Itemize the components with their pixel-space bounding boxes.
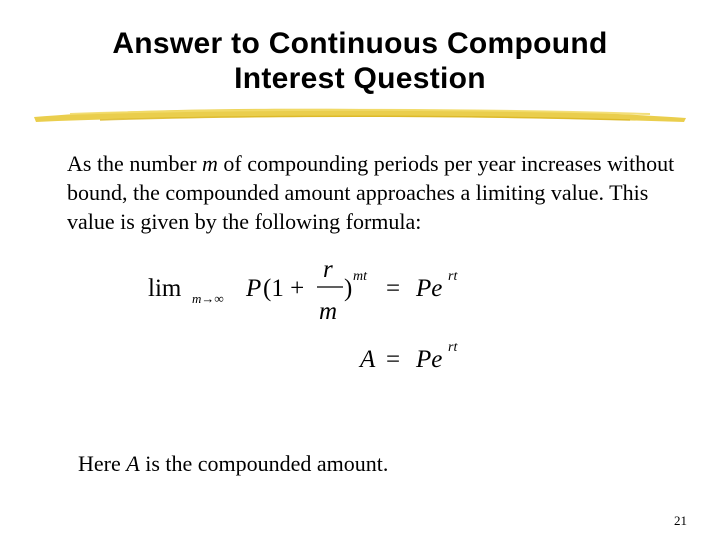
formula1-open: (1 + bbox=[263, 275, 305, 302]
paragraph-text-1: As the number bbox=[67, 151, 203, 176]
limit-formula bbox=[146, 252, 476, 332]
lim-text: lim bbox=[148, 275, 182, 302]
formula1-rhs: Pe bbox=[416, 275, 443, 302]
paragraph-text-2: of compounding periods per year increases without bound, the compounded amount approaches a limiting value. This value is given by the following formula: bbox=[67, 151, 675, 234]
formula1-P: P bbox=[246, 275, 262, 302]
formula2-rhs-exponent: rt bbox=[448, 340, 458, 355]
formula2-A: A bbox=[360, 346, 376, 373]
note-text bbox=[78, 451, 388, 477]
explanation-paragraph bbox=[67, 149, 677, 236]
note-text-1: Here bbox=[78, 451, 127, 476]
lim-subscript: m→∞ bbox=[192, 291, 224, 306]
title-line-1: Answer to Continuous Compound bbox=[112, 27, 608, 60]
title-underline bbox=[30, 100, 690, 130]
title-line-2: Interest Question bbox=[234, 62, 486, 95]
note-var-A: A bbox=[126, 451, 140, 476]
paragraph-var-m: m bbox=[202, 151, 218, 176]
fraction-numerator: r bbox=[323, 256, 333, 283]
formula2-rhs: Pe bbox=[416, 346, 443, 373]
formula2-equals: = bbox=[386, 346, 401, 373]
formula1-equals: = bbox=[386, 275, 401, 302]
note-text-2: is the compounded amount. bbox=[139, 451, 389, 476]
fraction-denominator: m bbox=[319, 298, 338, 325]
page-number: 21 bbox=[674, 513, 687, 528]
formula1-exponent: mt bbox=[353, 269, 367, 284]
formula1-close: ) bbox=[344, 275, 353, 302]
compound-amount-formula bbox=[358, 335, 478, 380]
formula1-rhs-exponent: rt bbox=[448, 269, 458, 284]
slide-title bbox=[0, 26, 720, 96]
